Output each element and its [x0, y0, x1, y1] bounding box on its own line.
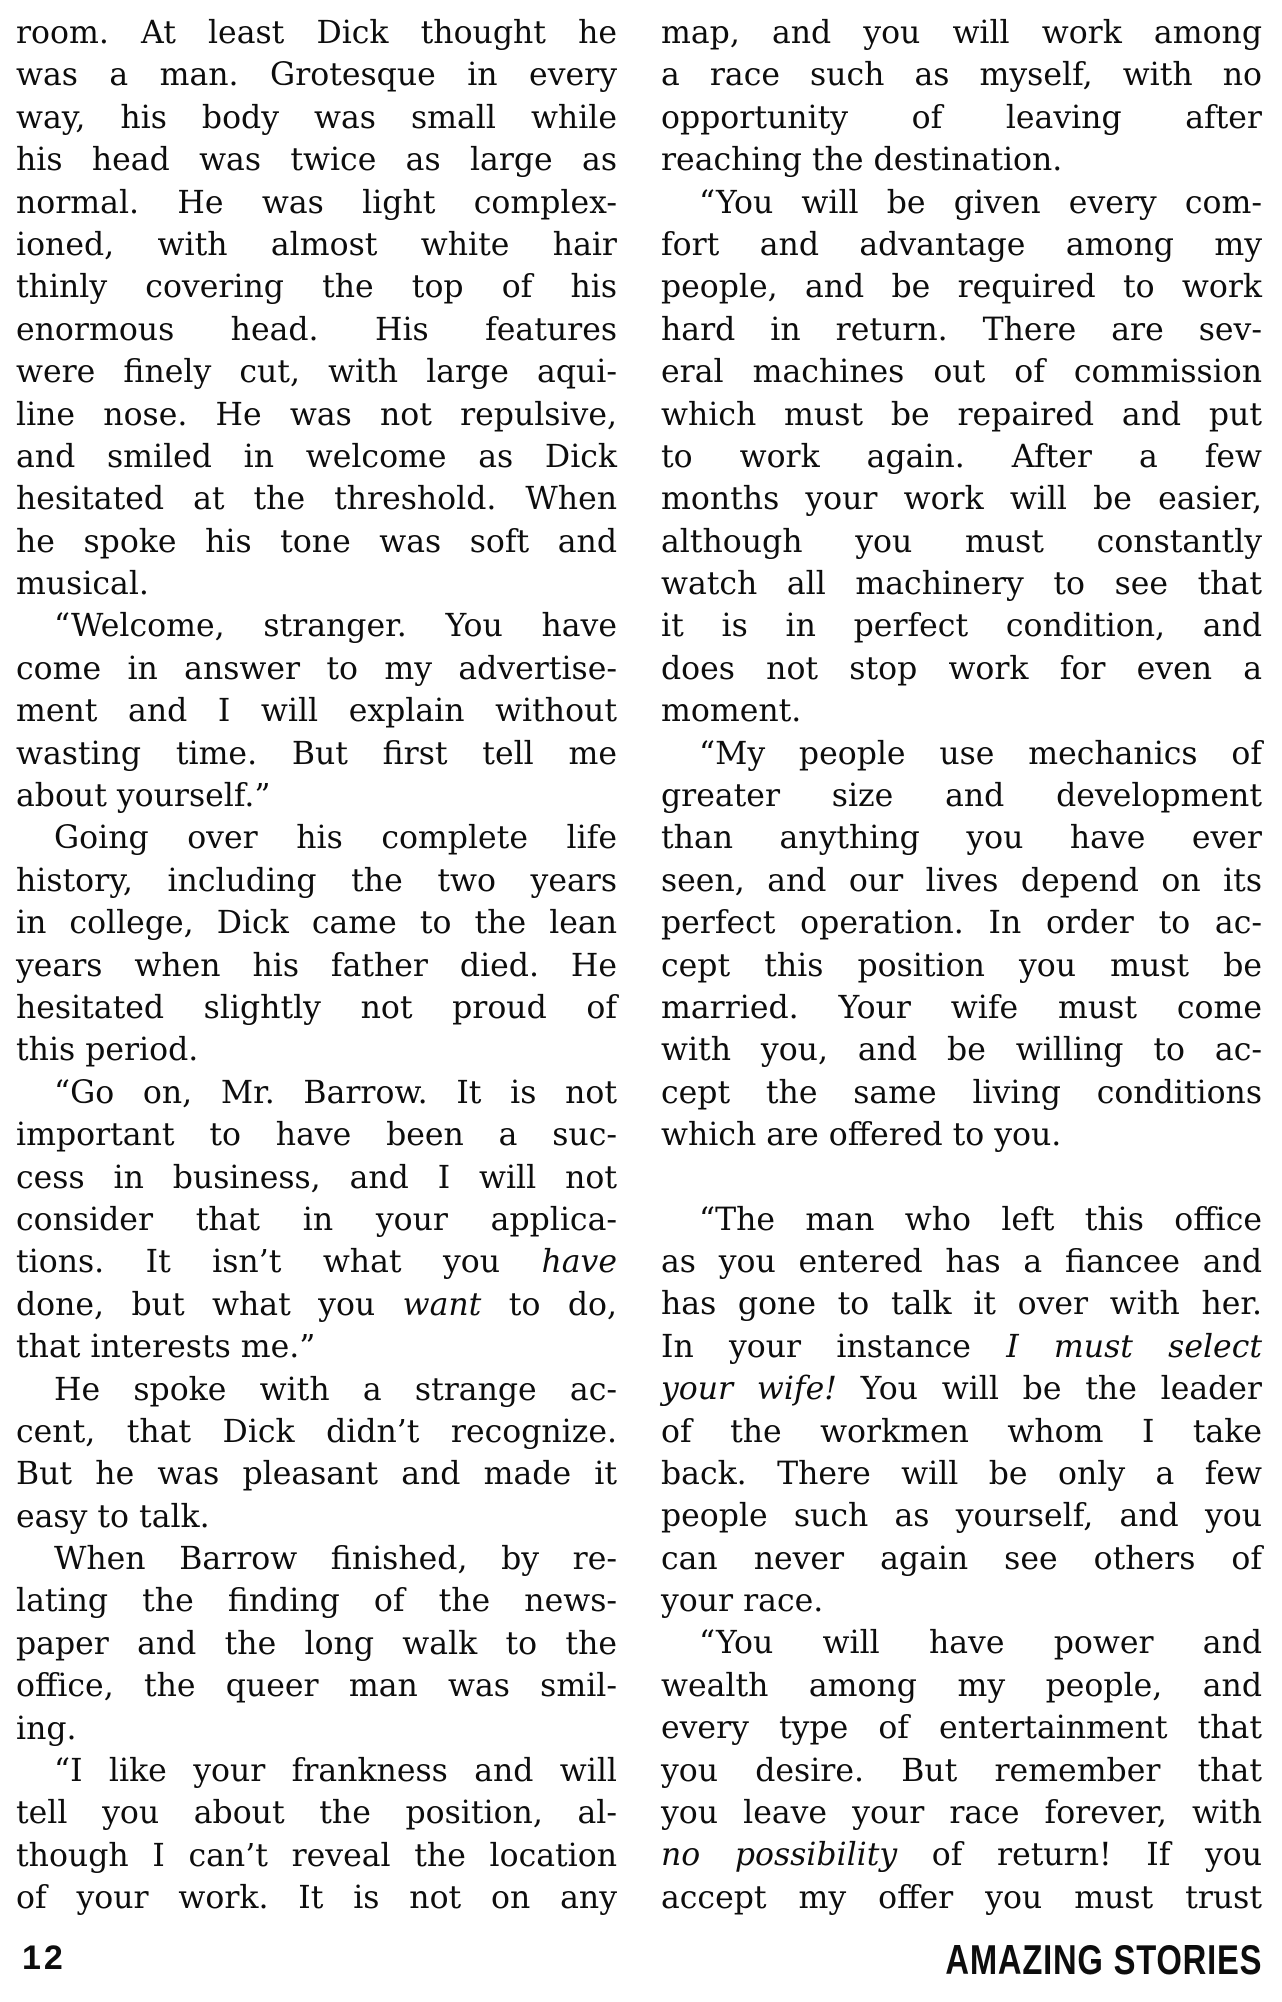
- text-line: [661, 902, 1262, 944]
- text-segment: room. At least Dick thought he: [16, 15, 617, 51]
- text-segment: you desire. But remember that: [661, 1752, 1262, 1789]
- text-segment: reaching the destination.: [661, 142, 1063, 179]
- italic-text: I must select: [1006, 1328, 1262, 1365]
- text-line: [661, 478, 1262, 520]
- text-line: [661, 1707, 1262, 1749]
- text-line: [16, 775, 617, 817]
- text-line: [661, 521, 1262, 563]
- text-line: [16, 1072, 617, 1114]
- text-line: [16, 1284, 617, 1326]
- left-column: [16, 12, 617, 1920]
- text-line: [661, 1750, 1262, 1792]
- text-segment: was a man. Grotesque in every: [16, 57, 617, 94]
- text-segment: thinly covering the top of his: [16, 269, 617, 306]
- text-segment: ioned, with almost white hair: [16, 226, 617, 263]
- text-line: [16, 1326, 617, 1368]
- text-segment: hard in return. There are sev-: [661, 311, 1262, 348]
- text-segment: cept the same living conditions: [661, 1074, 1262, 1111]
- text-segment: “My people use mechanics of: [699, 735, 1262, 772]
- text-segment: map, and you will work among: [661, 15, 1262, 51]
- text-segment: were finely cut, with large aqui-: [16, 354, 617, 391]
- text-segment: opportunity of leaving after: [661, 99, 1262, 136]
- text-line: [661, 1665, 1262, 1707]
- text-segment: people such as yourself, and you: [661, 1498, 1262, 1535]
- text-segment: than anything you have ever: [661, 820, 1262, 857]
- text-segment: moment.: [661, 693, 802, 730]
- text-line: [16, 1580, 617, 1622]
- text-line: [16, 1029, 617, 1071]
- text-line: [16, 1538, 617, 1580]
- text-segment: “You will have power and: [699, 1625, 1262, 1662]
- text-segment: his head was twice as large as: [16, 142, 617, 179]
- text-segment: lating the finding of the news-: [16, 1583, 617, 1620]
- text-segment: tions. It isn’t what you: [16, 1244, 542, 1281]
- text-line: [661, 394, 1262, 436]
- text-line: [16, 987, 617, 1029]
- text-line: [661, 1029, 1262, 1071]
- text-line: [661, 775, 1262, 817]
- text-segment: You will be the leader: [836, 1371, 1262, 1408]
- text-segment: does not stop work for even a: [661, 650, 1262, 687]
- text-segment: history, including the two years: [16, 862, 617, 899]
- text-segment: way, his body was small while: [16, 99, 617, 136]
- text-line: [661, 1283, 1262, 1325]
- text-line: [16, 394, 617, 436]
- text-line: [16, 945, 617, 987]
- text-segment: easy to talk.: [16, 1498, 210, 1535]
- text-segment: musical.: [16, 566, 149, 603]
- text-line: [661, 648, 1262, 690]
- text-line: [661, 182, 1262, 224]
- text-segment: of return! If you: [897, 1837, 1262, 1874]
- text-line: [16, 733, 617, 775]
- text-segment: perfect operation. In order to ac-: [661, 905, 1262, 942]
- text-segment: about yourself.”: [16, 778, 271, 815]
- text-segment: with you, and be willing to ac-: [661, 1032, 1262, 1069]
- text-segment: to do,: [481, 1286, 617, 1323]
- text-segment: Going over his complete life: [54, 820, 617, 857]
- text-line: [661, 1114, 1262, 1156]
- story-text: [16, 12, 1262, 1920]
- text-line: [16, 817, 617, 859]
- text-segment: wealth among my people, and: [661, 1667, 1262, 1704]
- text-line: [16, 139, 617, 181]
- text-line: [16, 1241, 617, 1283]
- italic-text: no possibility: [661, 1837, 898, 1874]
- text-segment: cept this position you must be: [661, 947, 1262, 984]
- text-segment: of your work. It is not on any: [16, 1880, 617, 1917]
- text-segment: accept my offer you must trust: [661, 1879, 1262, 1916]
- text-segment: and smiled in welcome as Dick: [16, 438, 617, 475]
- text-segment: consider that in your applica-: [16, 1201, 617, 1238]
- text-line: [16, 1114, 617, 1156]
- text-segment: fort and advantage among my: [661, 226, 1262, 263]
- text-line: [661, 1411, 1262, 1453]
- text-segment: normal. He was light complex-: [16, 184, 617, 221]
- text-segment: enormous head. His features: [16, 311, 617, 348]
- text-line: [16, 1792, 617, 1834]
- text-line: [16, 1157, 617, 1199]
- text-segment: When Barrow finished, by re-: [54, 1541, 617, 1578]
- text-segment: important to have been a suc-: [16, 1117, 617, 1154]
- text-segment: years when his father died. He: [16, 947, 617, 984]
- text-segment: that interests me.”: [16, 1329, 316, 1366]
- page-number: 12: [22, 1939, 66, 1977]
- text-line: [16, 902, 617, 944]
- text-line: [16, 521, 617, 563]
- text-line: [16, 309, 617, 351]
- text-segment: paper and the long walk to the: [16, 1625, 617, 1662]
- text-line: [661, 97, 1262, 139]
- text-segment: “Welcome, stranger. You have: [54, 608, 617, 645]
- text-segment: it is in perfect condition, and: [661, 608, 1262, 645]
- text-line: [16, 224, 617, 266]
- text-line: [661, 1580, 1262, 1622]
- text-line: [661, 54, 1262, 96]
- text-line: [661, 817, 1262, 859]
- text-line: [661, 266, 1262, 308]
- text-segment: he spoke his tone was soft and: [16, 523, 617, 560]
- text-segment: as you entered has a fiancee and: [661, 1243, 1262, 1280]
- text-line: [16, 648, 617, 690]
- text-segment: every type of entertainment that: [661, 1710, 1262, 1747]
- text-line: [16, 605, 617, 647]
- text-segment: has gone to talk it over with her.: [661, 1286, 1262, 1323]
- text-segment: “I like your frankness and will: [54, 1753, 617, 1790]
- text-line: [661, 436, 1262, 478]
- text-line: [661, 987, 1262, 1029]
- text-line: [661, 1538, 1262, 1580]
- text-line: [661, 139, 1262, 181]
- text-segment: ing.: [16, 1710, 77, 1747]
- text-line: [661, 945, 1262, 987]
- text-line: [661, 860, 1262, 902]
- page-footer: [22, 1936, 1262, 1984]
- text-line: [16, 1708, 617, 1750]
- running-title: AMAZING STORIES: [945, 1936, 1262, 1983]
- text-line: [661, 224, 1262, 266]
- text-line: [661, 12, 1262, 54]
- text-segment: “Go on, Mr. Barrow. It is not: [54, 1074, 617, 1111]
- text-segment: hesitated slightly not proud of: [16, 989, 617, 1026]
- text-segment: cent, that Dick didn’t recognize.: [16, 1413, 617, 1450]
- text-segment: hesitated at the threshold. When: [16, 481, 617, 518]
- text-segment: come in answer to my advertise-: [16, 650, 617, 687]
- text-line: [16, 478, 617, 520]
- text-line: [661, 733, 1262, 775]
- text-line: [661, 1792, 1262, 1834]
- text-line: [16, 1835, 617, 1877]
- text-line: [16, 97, 617, 139]
- text-line: [16, 1369, 617, 1411]
- text-line: [661, 690, 1262, 732]
- text-line: [661, 1453, 1262, 1495]
- text-segment: eral machines out of commission: [661, 354, 1262, 391]
- text-segment: months your work will be easier,: [661, 481, 1262, 518]
- text-line: [16, 690, 617, 732]
- text-segment: though I can’t reveal the location: [16, 1837, 617, 1874]
- text-line: [16, 860, 617, 902]
- text-line: [16, 563, 617, 605]
- text-line: [661, 351, 1262, 393]
- text-line: [16, 12, 617, 54]
- right-column: [661, 12, 1262, 1920]
- text-line: [661, 1495, 1262, 1537]
- text-segment: wasting time. But first tell me: [16, 735, 617, 772]
- text-line: [16, 1623, 617, 1665]
- text-line: [661, 1199, 1262, 1241]
- text-segment: of the workmen whom I take: [661, 1413, 1262, 1450]
- text-segment: married. Your wife must come: [661, 989, 1262, 1026]
- italic-text: your wife!: [661, 1371, 837, 1408]
- text-line: [16, 1750, 617, 1792]
- text-segment: watch all machinery to see that: [661, 566, 1262, 603]
- text-line: [16, 351, 617, 393]
- text-segment: can never again see others of: [661, 1540, 1262, 1577]
- text-segment: in college, Dick came to the lean: [16, 905, 617, 942]
- text-line: [16, 1453, 617, 1495]
- text-line: [661, 309, 1262, 351]
- section-break: [661, 1157, 1262, 1199]
- text-line: [661, 1241, 1262, 1283]
- text-segment: which must be repaired and put: [661, 396, 1262, 433]
- text-line: [661, 1326, 1262, 1368]
- text-line: [661, 563, 1262, 605]
- text-segment: which are offered to you.: [661, 1117, 1062, 1154]
- italic-text: have: [541, 1244, 617, 1281]
- text-line: [16, 54, 617, 96]
- text-line: [16, 436, 617, 478]
- text-line: [661, 1877, 1262, 1919]
- text-segment: In your instance: [661, 1328, 1007, 1365]
- text-segment: “The man who left this office: [699, 1201, 1262, 1238]
- text-segment: cess in business, and I will not: [16, 1159, 617, 1196]
- text-segment: done, but what you: [16, 1286, 403, 1323]
- text-segment: you leave your race forever, with: [661, 1795, 1262, 1832]
- text-segment: office, the queer man was smil-: [16, 1668, 617, 1705]
- text-line: [16, 1411, 617, 1453]
- text-line: [16, 1665, 617, 1707]
- text-line: [661, 1622, 1262, 1664]
- text-segment: tell you about the position, al-: [16, 1795, 617, 1832]
- text-segment: seen, and our lives depend on its: [661, 862, 1262, 899]
- text-line: [16, 182, 617, 224]
- text-segment: He spoke with a strange ac-: [54, 1371, 617, 1408]
- text-segment: a race such as myself, with no: [661, 57, 1262, 94]
- text-line: [16, 1199, 617, 1241]
- text-line: [661, 1072, 1262, 1114]
- text-line: [16, 1877, 617, 1919]
- text-segment: although you must constantly: [661, 523, 1262, 560]
- text-segment: But he was pleasant and made it: [16, 1456, 617, 1493]
- text-line: [16, 1496, 617, 1538]
- text-line: [16, 266, 617, 308]
- text-segment: to work again. After a few: [661, 438, 1262, 475]
- text-segment: greater size and development: [661, 778, 1262, 815]
- text-segment: line nose. He was not repulsive,: [16, 396, 617, 433]
- text-segment: “You will be given every com-: [699, 184, 1262, 221]
- text-segment: your race.: [661, 1583, 824, 1620]
- text-line: [661, 605, 1262, 647]
- text-line: [661, 1368, 1262, 1410]
- text-segment: back. There will be only a few: [661, 1455, 1262, 1492]
- text-segment: people, and be required to work: [661, 269, 1262, 306]
- text-line: [661, 1834, 1262, 1876]
- italic-text: want: [402, 1286, 482, 1323]
- text-segment: ment and I will explain without: [16, 693, 617, 730]
- text-segment: this period.: [16, 1032, 199, 1069]
